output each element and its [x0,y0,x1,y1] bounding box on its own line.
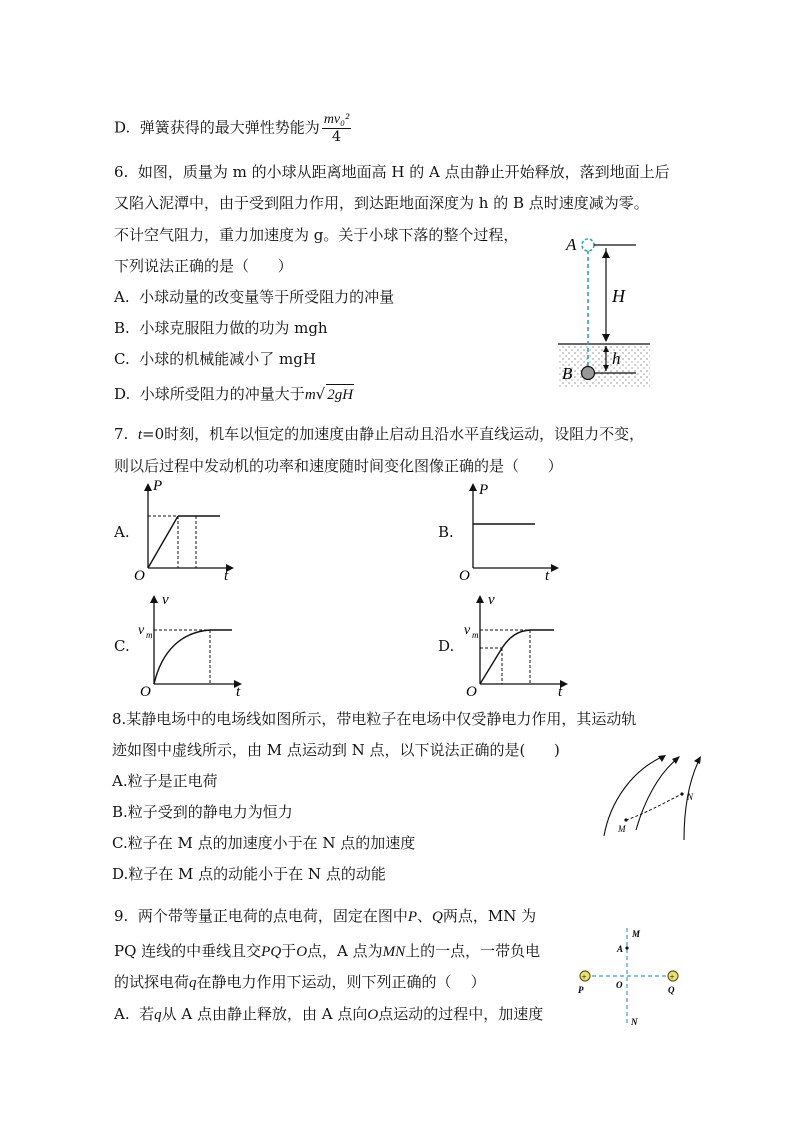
q9-opt-a-q: q [154,1007,162,1023]
q6-option-d-root: 2gH [326,384,354,405]
q6-option-b: B. 小球克服阻力做的功为 mgh [114,319,328,337]
graph-b-origin: O [459,568,470,583]
q8-option-d: D.粒子在 M 点的动能小于在 N 点的动能 [112,865,386,883]
label-H: H [612,286,625,306]
q7-option-a-label: A. [114,523,130,541]
q9-o: O [296,944,308,960]
q9-label-a: A [617,944,624,954]
q9-line2-b: 于 [281,942,297,960]
q7-t: t [137,427,143,443]
q7-stem-rest: 时刻，机车以恒定的加速度由静止启动且沿水平直线运动，设阻力不变， [164,425,645,443]
graph-c-vm-label: v [138,623,145,638]
q8-field-diagram [596,752,706,847]
graph-a-p-label: P [153,478,163,494]
label-b: B [562,364,573,383]
q6-option-a: A. 小球动量的改变量等于所受阻力的冲量 [114,288,395,306]
graph-c-origin: O [140,684,151,700]
q7-graph-d [458,590,578,700]
q9-label-m: M [632,929,641,939]
q8-option-a: A.粒子是正电荷 [112,772,218,790]
q6-fall-diagram [550,232,660,392]
q5-fraction [322,112,351,145]
q7-eq: =0 [142,425,165,443]
q9-label-o: O [616,980,623,990]
graph-d-v-label: v [488,592,495,608]
q6-stem-line4: 下列说法正确的是（ ） [114,257,293,275]
q7-stem-line2: 则以后过程中发动机的功率和速度随时间变化图像正确的是（ ） [114,457,563,475]
graph-d-t-label: t [558,684,563,700]
graph-b-p-label: P [479,482,489,498]
q6-option-d-text: D. 小球所受阻力的冲量大于 [114,385,305,403]
trajectory [626,794,682,820]
q9-label-n: N [631,1017,638,1027]
graph-c-vm-sub: m [146,630,153,640]
q9-pq: PQ [261,944,282,960]
q7-option-c-label: C. [114,637,130,655]
q9-q: Q [432,909,443,925]
q6-option-d: D. 小球所受阻力的冲量大于m√ 2gH [114,385,354,403]
svg-text:+: + [581,972,587,982]
q9-line3-b: 在静电力作用下运动，则下列正确的（ ） [196,973,486,991]
q5-fraction-denominator: 4 [332,129,341,145]
q8-stem-line2: 迹如图中虚线所示，由 M 点运动到 N 点，以下说法正确的是( ) [112,741,560,759]
q5-fraction-numerator: mv₀² [323,112,350,127]
graph-d-vm-label: v [464,623,471,638]
q9-line2-d: 上的一点，一带负电 [405,942,541,960]
q9-mn: MN [382,944,406,960]
q9-stem-line2 [114,941,540,962]
q6-option-d-m: m [304,387,316,403]
graph-c-t-label: t [236,684,241,700]
q9-label-p: P [578,985,584,995]
ball-start [582,239,594,251]
q9-line2-a: PQ 连线的中垂线且交 [114,942,262,960]
q6-stem-line2: 又陷入泥潭中，由于受到阻力作用，到达距地面深度为 h 的 B 点时速度减为零。 [114,194,649,212]
label-a: A [566,235,577,254]
q7-stem-line1 [114,424,644,445]
q9-stem-line1 [114,906,536,927]
q8-option-b: B.粒子受到的静电力为恒力 [112,803,293,821]
graph-b-t-label: t [545,568,550,583]
q9-opt-a-b: 从 A 点由静止释放，由 A 点向 [161,1005,368,1023]
q6-stem-line1: 6. 如图，质量为 m 的小球从距离地面高 H 的 A 点由静止开始释放，落到地面上后 [114,163,670,181]
graph-c-v-label: v [162,592,169,608]
q9-line1-end: 两点，MN 为 [442,907,537,925]
q8-option-c: C.粒子在 M 点的加速度小于在 N 点的加速度 [112,834,416,852]
q9-p: P [407,909,418,925]
field-line-1 [604,756,664,836]
q5-option-d [114,112,351,145]
q9-option-a [114,1004,543,1025]
q6-stem-line3: 不计空气阻力，重力加速度为 g。关于小球下落的整个过程， [114,226,519,244]
graph-d-vm-sub: m [472,630,479,640]
q9-q-charge: q [189,975,197,991]
q9-line2-c: 点，A 点为 [307,942,383,960]
q9-opt-a-c: 点运动的过程中，加速度 [378,1005,544,1023]
q9-stem-line3 [114,972,486,993]
q7-graph-b [455,478,565,583]
q8-stem-line1: 8.某静电场中的电场线如图所示，带电粒子在电场中仅受静电力作用，其运动轨 [112,710,637,728]
q9-opt-a-a: A. 若 [114,1005,155,1023]
q9-label-q: Q [668,985,675,995]
q9-line3-a: 的试探电荷 [114,973,190,991]
q9-opt-a-o: O [367,1007,379,1023]
q9-charges-diagram [570,922,690,1030]
q5-option-d-text: D. 弹簧获得的最大弹性势能为 [114,118,320,137]
q8-label-m: M [618,824,626,834]
svg-text:+: + [669,972,675,982]
graph-a-origin: O [134,568,145,583]
q6-option-c: C. 小球的机械能减小了 mgH [114,350,316,368]
q7-graph-c [132,590,252,700]
q7-number: 7. [114,425,138,443]
ball-end [582,367,595,380]
graph-d-origin: O [466,684,477,700]
graph-a-t-label: t [224,568,229,583]
q8-label-n: N [687,792,694,802]
q9-line1-text: 9. 两个带等量正电荷的点电荷，固定在图中 [114,907,408,925]
q9-sep: 、 [417,907,433,925]
label-h: h [612,349,621,368]
q7-graph-a [130,478,240,583]
q7-option-b-label: B. [438,523,454,541]
q7-option-d-label: D. [438,637,455,655]
